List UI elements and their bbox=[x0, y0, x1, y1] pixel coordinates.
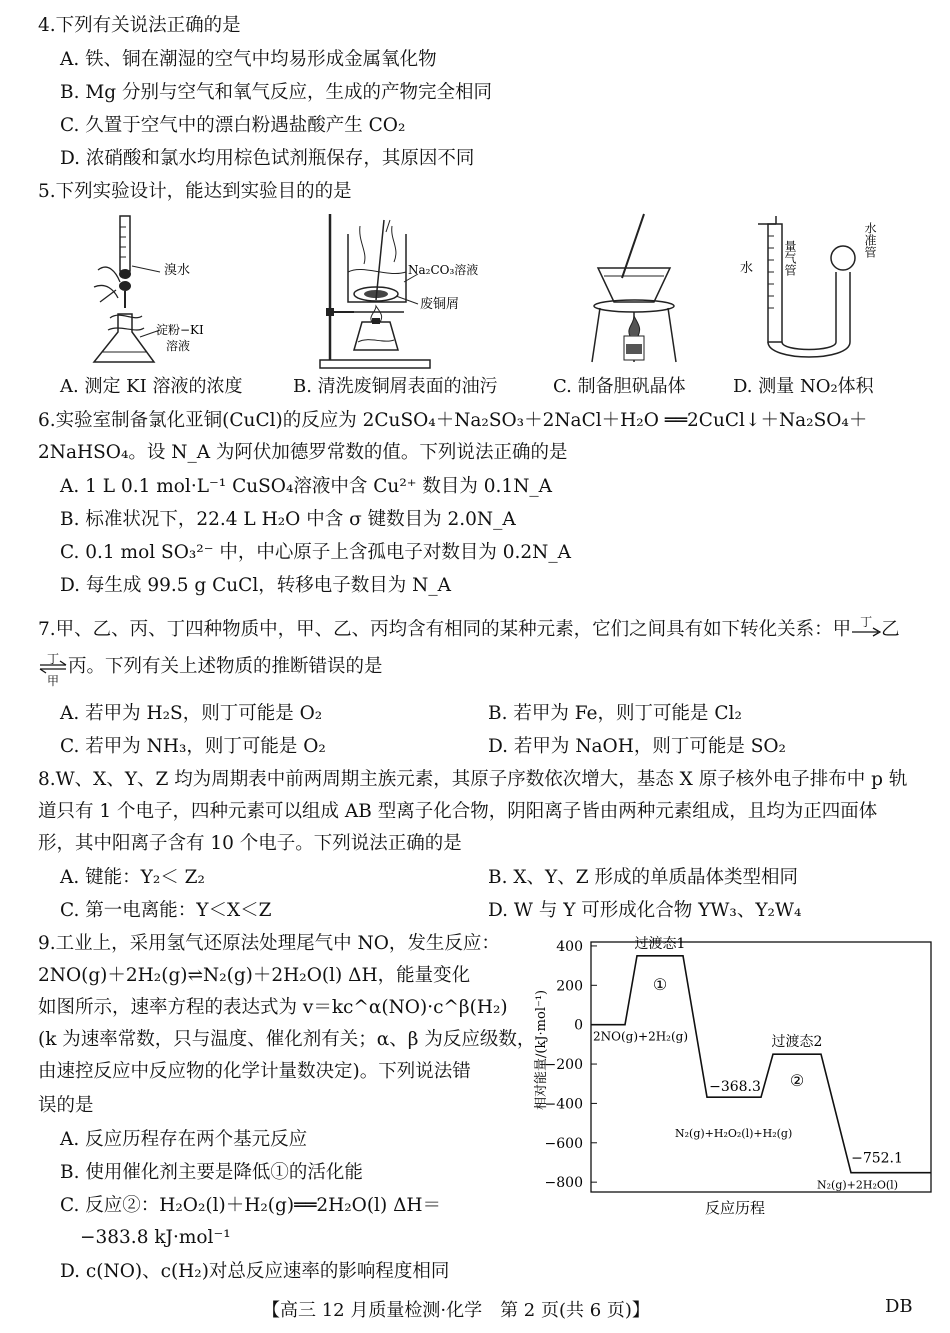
y-tick-label: 200 bbox=[556, 978, 583, 995]
q8-stem-3: 形，其中阳离子含有 10 个电子。下列说法正确的是 bbox=[38, 833, 462, 854]
q4-option-c: C. 久置于空气中的漂白粉遇盐酸产生 CO₂ bbox=[60, 115, 406, 136]
q9-stem-2: 2NO(g)＋2H₂(g)⇌N₂(g)＋2H₂O(l) ΔH，能量变化 bbox=[38, 965, 471, 986]
q7-stem-1 bbox=[38, 615, 900, 642]
q9-stem-5: 由速控反应中反应物的化学计量数决定)。下列说法错 bbox=[38, 1061, 471, 1082]
y-tick-label: 0 bbox=[574, 1017, 583, 1034]
energy-profile-chart bbox=[525, 930, 935, 1220]
q9-stem-6: 误的是 bbox=[38, 1095, 94, 1116]
label-solution: 溶液 bbox=[166, 339, 191, 353]
label-waste-copper: 废铜屑 bbox=[420, 297, 460, 312]
q7-eq-top: 丁 bbox=[47, 652, 60, 666]
q9-stem-3: 如图所示，速率方程的表达式为 v＝kc^α(NO)·c^β(H₂) bbox=[38, 997, 508, 1018]
q5-caption-c: C. 制备胆矾晶体 bbox=[553, 376, 686, 397]
label-water-left: 水 bbox=[740, 261, 754, 276]
y-axis bbox=[545, 939, 597, 1191]
label-reactants: 2NO(g)+2H₂(g) bbox=[593, 1029, 689, 1044]
q7-stem-1b: 乙 bbox=[881, 619, 900, 640]
q7-stem-1a: 7.甲、乙、丙、丁四种物质中，甲、乙、丙均含有相同的某种元素，它们之间具有如下转化关系：甲 bbox=[38, 619, 852, 640]
q5-caption-a: A. 测定 KI 溶液的浓度 bbox=[60, 376, 243, 397]
y-tick-label: −200 bbox=[544, 1057, 583, 1074]
label-products: N₂(g)+2H₂O(l) bbox=[817, 1178, 898, 1192]
q8-option-a: A. 键能：Y₂＜ Z₂ bbox=[60, 867, 205, 888]
label-intermediate: N₂(g)+H₂O₂(l)+H₂(g) bbox=[675, 1127, 793, 1141]
q7-option-a: A. 若甲为 H₂S，则丁可能是 O₂ bbox=[60, 703, 323, 724]
footer-page-info: 【高三 12 月质量检测·化学 第 2 页(共 6 页)】 bbox=[262, 1300, 650, 1321]
q9-option-b: B. 使用催化剂主要是降低①的活化能 bbox=[60, 1162, 363, 1183]
value-products: −752.1 bbox=[851, 1150, 903, 1167]
label-bromine-water: 溴水 bbox=[164, 263, 191, 278]
q8-option-b: B. X、Y、Z 形成的单质晶体类型相同 bbox=[488, 867, 798, 888]
q6-option-c: C. 0.1 mol SO₃²⁻ 中，中心原子上含孤电子对数目为 0.2N_A bbox=[60, 542, 571, 563]
q4-option-d: D. 浓硝酸和氯水均用棕色试剂瓶保存，其原因不同 bbox=[60, 148, 475, 169]
q5-caption-b: B. 清洗废铜屑表面的油污 bbox=[293, 376, 498, 397]
y-tick-label: −400 bbox=[544, 1096, 583, 1113]
q7-option-d: D. 若甲为 NaOH，则丁可能是 SO₂ bbox=[488, 736, 786, 757]
q8-stem-1: 8.W、X、Y、Z 均为周期表中前两周期主族元素，其原子序数依次增大，基态 X 原子核外电子排布中 p 轨 bbox=[38, 769, 908, 790]
q4-stem: 4.下列有关说法正确的是 bbox=[38, 15, 241, 36]
q9-stem-4: (k 为速率常数，只与温度、催化剂有关；α、β 为反应级数， bbox=[38, 1029, 536, 1050]
q4-option-b: B. Mg 分别与空气和氧气反应，生成的产物完全相同 bbox=[60, 82, 493, 103]
value-intermediate: −368.3 bbox=[709, 1079, 761, 1096]
apparatus-c-evaporation bbox=[584, 212, 684, 372]
apparatus-b-heating bbox=[318, 212, 478, 372]
q7-option-c: C. 若甲为 NH₃，则丁可能是 O₂ bbox=[60, 736, 326, 757]
y-tick-label: 400 bbox=[556, 938, 583, 955]
q6-stem-2: 2NaHSO₄。设 N_A 为阿伏加德罗常数的值。下列说法正确的是 bbox=[38, 442, 568, 463]
q5-stem: 5.下列实验设计，能达到实验目的的是 bbox=[38, 181, 352, 202]
q7-stem-2-text: 丙。下列有关上述物质的推断错误的是 bbox=[68, 656, 383, 677]
step-1-marker: ① bbox=[652, 974, 668, 994]
label-transition-state-1: 过渡态1 bbox=[634, 935, 686, 952]
label-starch-ki: 淀粉−KI bbox=[156, 323, 204, 337]
x-axis-label: 反应历程 bbox=[704, 1199, 766, 1217]
q9-stem-1: 9.工业上，采用氢气还原法处理尾气中 NO，发生反应： bbox=[38, 933, 500, 954]
q6-option-a: A. 1 L 0.1 mol·L⁻¹ CuSO₄溶液中含 Cu²⁺ 数目为 0.1N_A bbox=[60, 476, 553, 497]
apparatus-a-titration bbox=[80, 212, 220, 372]
q7-arrow-1 bbox=[851, 615, 881, 640]
footer-code: DB bbox=[885, 1296, 913, 1317]
y-tick-label: −800 bbox=[544, 1175, 583, 1192]
q6-option-d: D. 每生成 99.5 g CuCl，转移电子数目为 N_A bbox=[60, 575, 451, 596]
q7-stem-2 bbox=[38, 652, 383, 688]
q9-option-c-cont: −383.8 kJ·mol⁻¹ bbox=[80, 1227, 231, 1248]
label-gas-tube: 量气管 bbox=[783, 240, 797, 276]
q5-caption-d: D. 测量 NO₂体积 bbox=[733, 376, 874, 397]
y-tick-label: −600 bbox=[544, 1135, 583, 1152]
apparatus-d-gas-measure bbox=[738, 212, 888, 372]
label-level-tube: 水准管 bbox=[863, 222, 877, 258]
q6-option-b: B. 标准状况下，22.4 L H₂O 中含 σ 键数目为 2.0N_A bbox=[60, 509, 516, 530]
q8-option-c: C. 第一电离能：Y＜X＜Z bbox=[60, 900, 272, 921]
q7-option-b: B. 若甲为 Fe，则丁可能是 Cl₂ bbox=[488, 703, 742, 724]
label-na2co3: Na₂CO₃溶液 bbox=[408, 263, 478, 277]
q8-option-d: D. W 与 Y 可形成化合物 YW₃、Y₂W₄ bbox=[488, 900, 802, 921]
q9-option-a: A. 反应历程存在两个基元反应 bbox=[60, 1129, 308, 1150]
q9-option-d: D. c(NO)、c(H₂)对总反应速率的影响程度相同 bbox=[60, 1261, 450, 1282]
y-axis-label: 相对能量/(kJ·mol⁻¹) bbox=[534, 989, 549, 1110]
q8-stem-2: 道只有 1 个电子，四种元素可以组成 AB 型离子化合物，阴阳离子皆由两种元素组成，且均为正四面体 bbox=[38, 801, 878, 822]
label-transition-state-2: 过渡态2 bbox=[771, 1034, 823, 1051]
q9-option-c: C. 反应②：H₂O₂(l)＋H₂(g)══2H₂O(l) ΔH＝ bbox=[60, 1195, 442, 1216]
step-2-marker: ② bbox=[789, 1071, 805, 1091]
q7-arrow-label: 丁 bbox=[860, 615, 873, 629]
q7-equilibrium-arrow bbox=[38, 652, 68, 688]
right-arrow-icon bbox=[851, 620, 881, 640]
q7-eq-bottom: 甲 bbox=[47, 674, 60, 688]
q4-option-a: A. 铁、铜在潮湿的空气中均易形成金属氧化物 bbox=[60, 49, 437, 70]
q6-stem-1: 6.实验室制备氯化亚铜(CuCl)的反应为 2CuSO₄＋Na₂SO₃＋2NaCl＋H₂O ══2CuCl↓＋Na₂SO₄＋ bbox=[38, 410, 868, 431]
